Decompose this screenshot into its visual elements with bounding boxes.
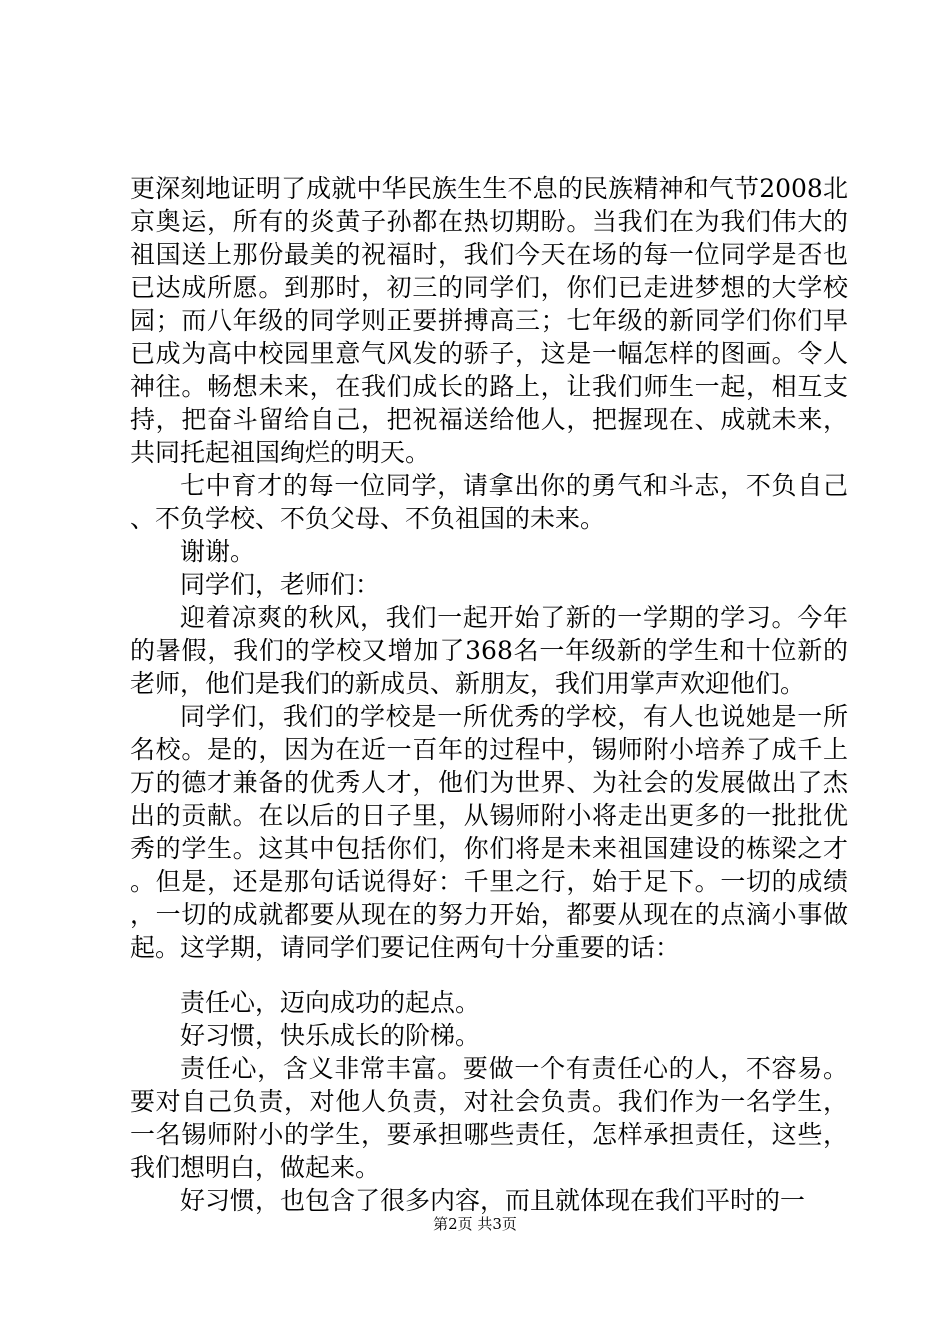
paragraph-thanks: 谢谢。	[180, 537, 256, 566]
paragraph-motto-responsibility: 责任心，迈向成功的起点。	[180, 988, 481, 1017]
page-number-footer: 第2页 共3页	[433, 1215, 517, 1233]
paragraph-habits: 好习惯，也包含了很多内容，而且就体现在我们平时的一	[180, 1186, 806, 1215]
paragraph-welcome: 迎着凉爽的秋风，我们一起开始了新的一学期的学习。今年的暑假，我们的学校又增加了368名一年级新的学生和十位新的老师，他们是我们的新成员、新朋友，我们用掌声欢迎他们。	[130, 603, 848, 698]
paragraph-responsibility: 责任心，含义非常丰富。要做一个有责任心的人，不容易。要对自己负责，对他人负责，对社会负责。我们作为一名学生，一名锡师附小的学生，要承担哪些责任，怎样承担责任，这些，我们想明白，做起来。	[130, 1054, 848, 1182]
paragraph-continuation: 更深刻地证明了成就中华民族生生不息的民族精神和气节2008北京奥运，所有的炎黄子孙都在热切期盼。当我们在为我们伟大的祖国送上那份最美的祝福时，我们今天在场的每一位同学是否也已达成所愿。到那时，初三的同学们，你们已走进梦想的大学校园；而八年级的同学则正要拼搏高三；七年级的新同学们你们早已成为高中校园里意气风发的骄子，这是一幅怎样的图画。令人神往。畅想未来，在我们成长的路上，让我们师生一起，相互支持，把奋斗留给自己，把祝福送给他人，把握现在、成就未来，共同托起祖国绚烂的明天。	[130, 174, 848, 467]
paragraph-greeting: 同学们，老师们：	[180, 570, 381, 599]
paragraph-motto-habits: 好习惯，快乐成长的阶梯。	[180, 1021, 481, 1050]
document-body	[130, 172, 848, 1217]
paragraph-appeal: 七中育才的每一位同学，请拿出你的勇气和斗志，不负自己、不负学校、不负父母、不负祖国的未来。	[130, 471, 848, 533]
paragraph-school: 同学们，我们的学校是一所优秀的学校，有人也说她是一所名校。是的，因为在近一百年的过程中，锡师附小培养了成千上万的德才兼备的优秀人才，他们为世界、为社会的发展做出了杰出的贡献。在以后的日子里，从锡师附小将走出更多的一批批优秀的学生。这其中包括你们，你们将是未来祖国建设的栋梁之才。但是，还是那句话说得好：千里之行，始于足下。一切的成绩，一切的成就都要从现在的努力开始，都要从现在的点滴小事做起。这学期，请同学们要记住两句十分重要的话：	[130, 702, 848, 962]
